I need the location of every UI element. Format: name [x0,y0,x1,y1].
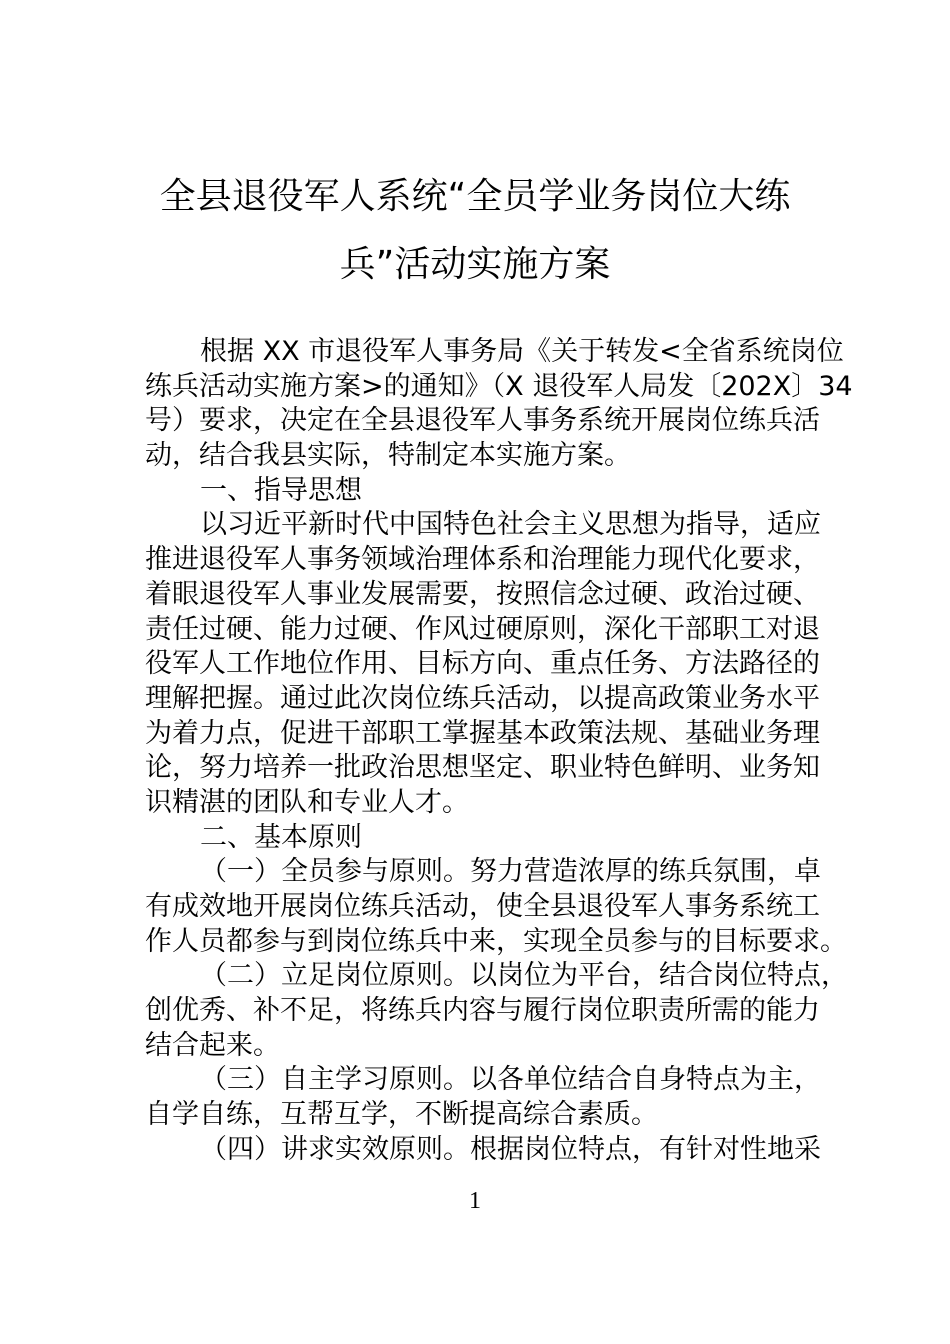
text-line: （一）全员参与原则。努力营造浓厚的练兵氛围，卓 [200,856,821,888]
paragraph [145,474,815,509]
document-title [0,163,950,299]
text-line: 为着力点，促进干部职工掌握基本政策法规、基础业务理 [145,717,820,749]
text-line: 创优秀、补不足，将练兵内容与履行岗位职责所需的能力 [145,995,820,1027]
text-line: （二）立足岗位原则。以岗位为平台，结合岗位特点， [200,960,848,992]
paragraph [145,821,815,856]
document-body [145,335,853,1168]
text-line: 有成效地开展岗位练兵活动，使全县退役军人事务系统工 [145,891,820,922]
paragraph [145,335,853,474]
text-line: 练兵活动实施方案>的通知》（X 退役军人局发〔202X〕34 [145,370,853,402]
text-line: 一、指导思想 [200,474,362,506]
paragraph [145,508,821,820]
text-line: 识精湛的团队和专业人才。 [145,786,469,818]
text-line: 二、基本原则 [200,821,362,853]
text-line: 根据 XX 市退役军人事务局《关于转发<全省系统岗位 [200,336,844,367]
text-line: （四）讲求实效原则。根据岗位特点，有针对性地采 [200,1133,821,1165]
text-line: 结合起来。 [145,1029,280,1061]
text-line: 以习近平新时代中国特色社会主义思想为指导，适应 [200,509,821,541]
text-line: 役军人工作地位作用、目标方向、重点任务、方法路径的 [145,648,820,680]
paragraph [145,1063,821,1132]
text-line: 着眼退役军人事业发展需要，按照信念过硬、政治过硬、 [145,578,820,610]
text-line: 动，结合我县实际，特制定本实施方案。 [145,440,631,472]
text-line: 责任过硬、能力过硬、作风过硬原则，深化干部职工对退 [145,613,820,645]
page-number: 1 [469,1188,481,1214]
title-line-1: 全县退役军人系统“全员学业务岗位大练 [159,176,791,217]
text-line: 推进退役军人事务领域治理体系和治理能力现代化要求， [145,544,820,576]
text-line: 自学自练，互帮互学，不断提高综合素质。 [145,1099,658,1131]
paragraph [145,1133,821,1168]
text-line: （三）自主学习原则。以各单位结合自身特点为主， [200,1064,821,1096]
title-line-2: 兵”活动实施方案 [339,244,611,285]
text-line: 理解把握。通过此次岗位练兵活动，以提高政策业务水平 [145,682,820,714]
text-line: 号）要求，决定在全县退役军人事务系统开展岗位练兵活 [145,405,820,437]
paragraph [145,855,847,959]
text-line: 作人员都参与到岗位练兵中来，实现全员参与的目标要求。 [145,925,847,957]
text-line: 论，努力培养一批政治思想坚定、职业特色鲜明、业务知 [145,752,820,784]
paragraph [145,959,848,1063]
